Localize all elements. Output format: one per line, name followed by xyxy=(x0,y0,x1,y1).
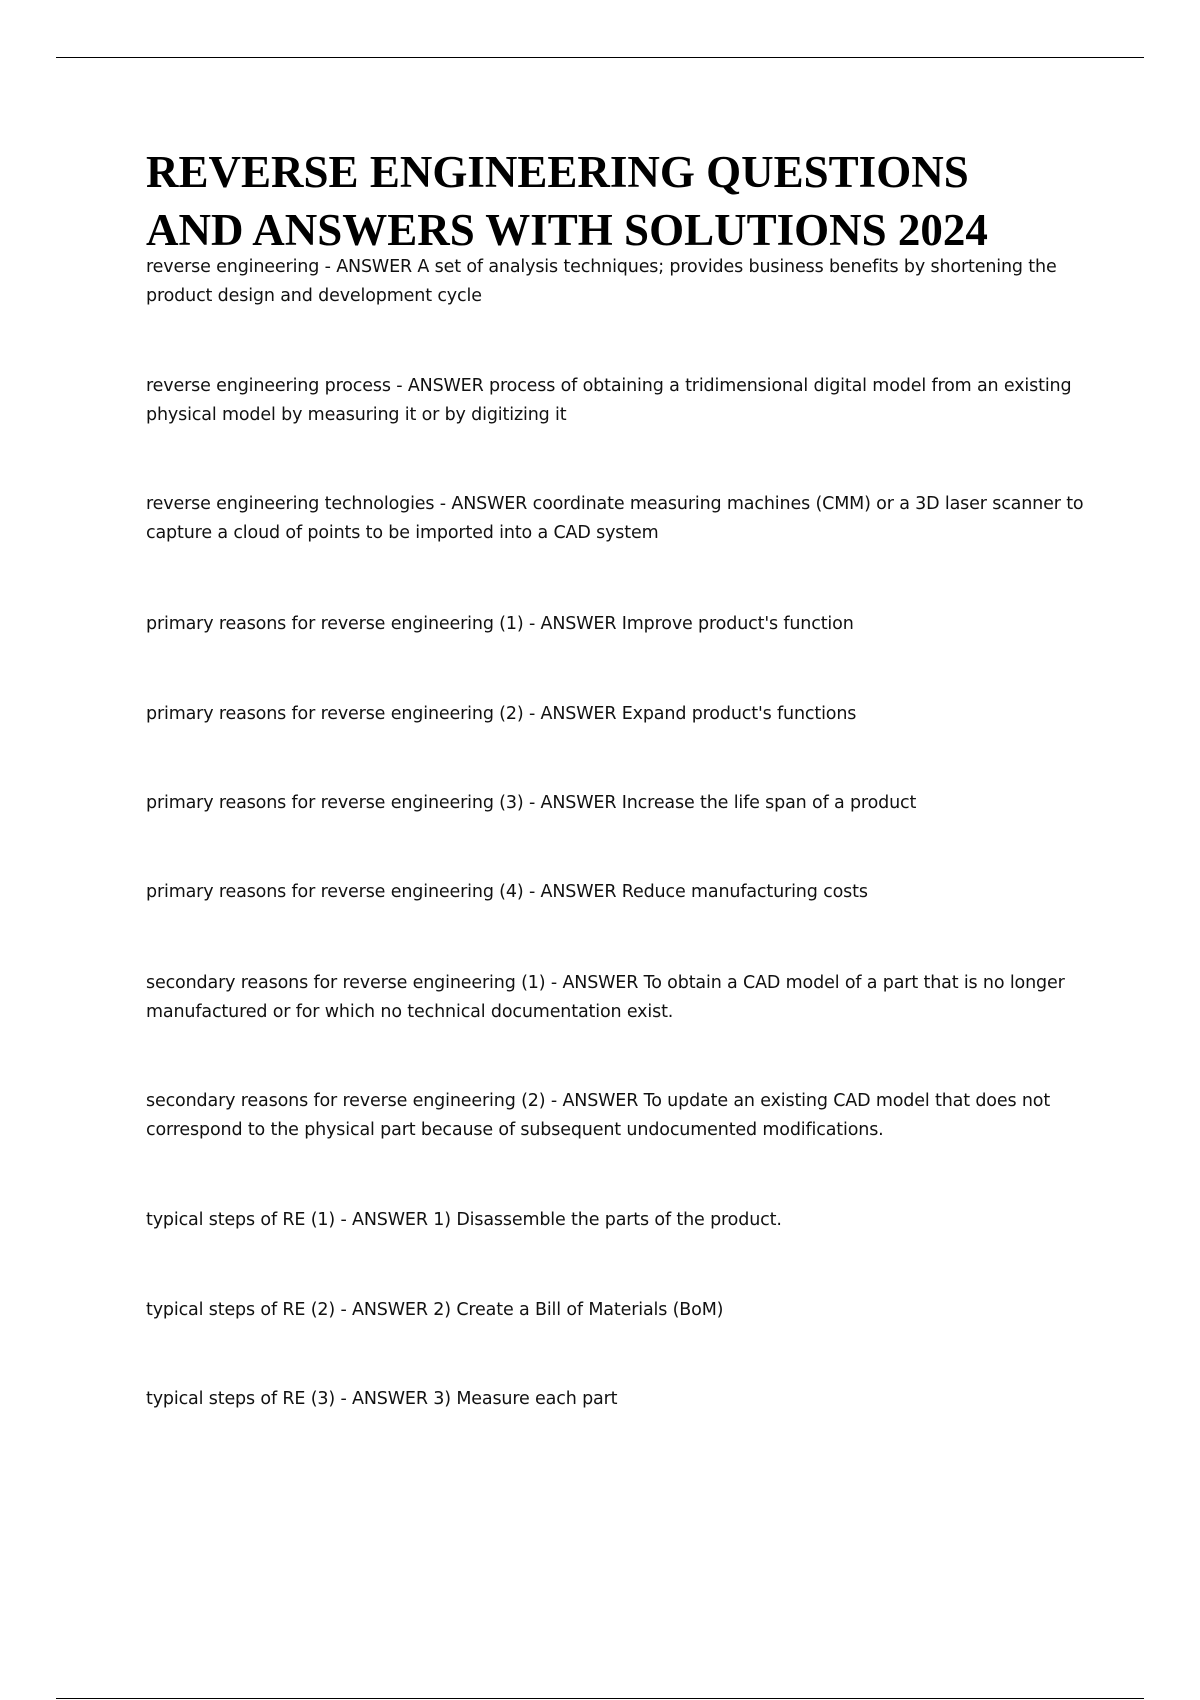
qa-answer: ANSWER Increase the life span of a product xyxy=(540,793,917,813)
title-line-1: REVERSE ENGINEERING QUESTIONS xyxy=(146,147,969,197)
qa-item xyxy=(146,1087,1106,1145)
qa-item xyxy=(146,700,1106,729)
document-title xyxy=(146,143,1106,259)
qa-item xyxy=(146,878,1106,907)
qa-answer: ANSWER 2) Create a Bill of Materials (BoM) xyxy=(352,1300,724,1320)
qa-answer: ANSWER 3) Measure each part xyxy=(352,1389,618,1409)
qa-separator: - xyxy=(523,704,541,724)
qa-term: primary reasons for reverse engineering (1) xyxy=(146,614,524,634)
qa-item xyxy=(146,1206,1106,1235)
qa-answer: ANSWER Improve product's function xyxy=(540,614,854,634)
title-line-2: AND ANSWERS WITH SOLUTIONS 2024 xyxy=(146,205,988,255)
qa-item xyxy=(146,610,1106,639)
qa-answer: ANSWER Expand product's functions xyxy=(540,704,857,724)
qa-answer: ANSWER To obtain a CAD model of a part that is no longer manufactured or for which no technical documentation exist. xyxy=(146,973,1065,1022)
qa-term: primary reasons for reverse engineering (3) xyxy=(146,793,524,813)
qa-item xyxy=(146,1385,1106,1414)
qa-answer: ANSWER coordinate measuring machines (CMM) or a 3D laser scanner to capture a cloud of points to be imported into a CAD system xyxy=(146,494,1084,543)
top-rule xyxy=(56,57,1144,58)
qa-term: primary reasons for reverse engineering (4) xyxy=(146,882,524,902)
qa-item xyxy=(146,490,1106,548)
qa-separator: - xyxy=(545,973,563,993)
qa-separator: - xyxy=(434,494,452,514)
qa-answer: ANSWER To update an existing CAD model that does not correspond to the physical part because of subsequent undocumented modifications. xyxy=(146,1091,1051,1140)
qa-term: reverse engineering xyxy=(146,257,320,277)
qa-answer: ANSWER process of obtaining a tridimensional digital model from an existing physical model by measuring it or by digitizing it xyxy=(146,376,1072,425)
qa-separator: - xyxy=(335,1210,353,1230)
qa-term: reverse engineering technologies xyxy=(146,494,435,514)
qa-separator: - xyxy=(523,614,541,634)
qa-separator: - xyxy=(545,1091,563,1111)
qa-term: typical steps of RE (3) xyxy=(146,1389,336,1409)
qa-term: secondary reasons for reverse engineering (1) xyxy=(146,973,546,993)
qa-item xyxy=(146,253,1106,311)
qa-separator: - xyxy=(523,793,541,813)
qa-separator: - xyxy=(523,882,541,902)
qa-term: primary reasons for reverse engineering (2) xyxy=(146,704,524,724)
qa-separator: - xyxy=(319,257,337,277)
qa-term: reverse engineering process xyxy=(146,376,391,396)
qa-answer: ANSWER Reduce manufacturing costs xyxy=(540,882,868,902)
qa-separator: - xyxy=(335,1300,353,1320)
qa-separator: - xyxy=(335,1389,353,1409)
qa-term: typical steps of RE (1) xyxy=(146,1210,336,1230)
qa-answer: ANSWER A set of analysis techniques; provides business benefits by shortening the product design and development cycle xyxy=(146,257,1057,306)
qa-answer: ANSWER 1) Disassemble the parts of the product. xyxy=(352,1210,782,1230)
qa-item xyxy=(146,1296,1106,1325)
bottom-rule xyxy=(56,1698,1144,1699)
qa-term: secondary reasons for reverse engineering (2) xyxy=(146,1091,546,1111)
qa-term: typical steps of RE (2) xyxy=(146,1300,336,1320)
qa-item xyxy=(146,789,1106,818)
qa-item xyxy=(146,372,1106,430)
qa-item xyxy=(146,969,1106,1027)
qa-separator: - xyxy=(390,376,408,396)
